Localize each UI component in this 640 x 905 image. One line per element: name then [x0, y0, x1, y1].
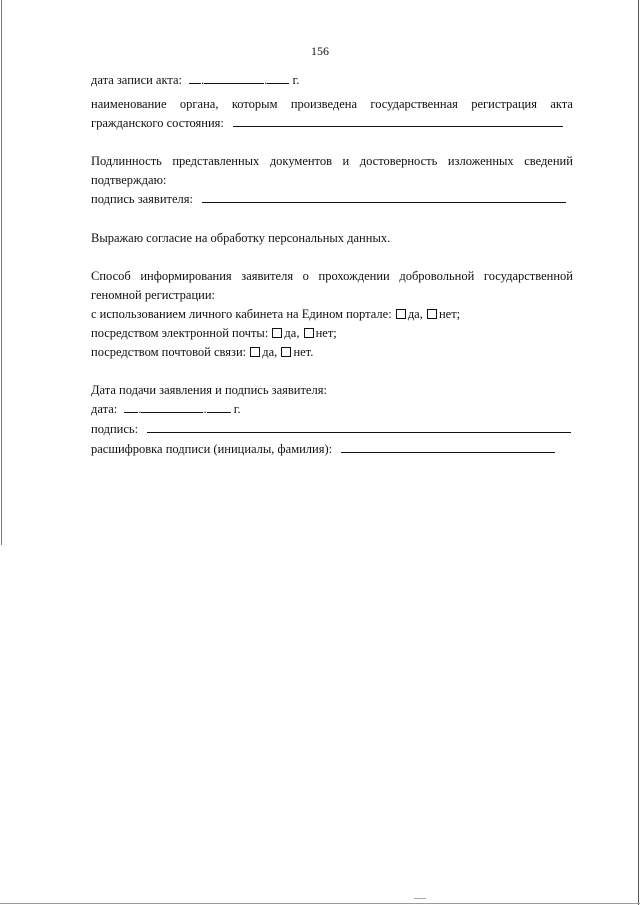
portal-no-checkbox[interactable] [427, 309, 437, 319]
page-number: 156 [311, 44, 329, 58]
submission-date-year-field[interactable] [207, 401, 231, 413]
submission-date-month-field[interactable] [141, 401, 203, 413]
organ-word: произведена [290, 97, 358, 111]
notification-line-2: геномной регистрации: [91, 288, 215, 302]
notification-word: заявителя [241, 269, 294, 283]
authenticity-word: и [342, 154, 350, 168]
notification-word: добровольной [399, 269, 475, 283]
applicant-signature-field[interactable] [202, 191, 566, 203]
act-date-line: дата записи акта: . . г. [91, 73, 300, 87]
notification-line-1 [91, 268, 573, 284]
authenticity-line-2: подтверждаю: [91, 173, 167, 187]
portal-option-line [91, 306, 460, 322]
email-option-label: посредством электронной почты: [91, 326, 269, 340]
post-no-label: нет. [293, 345, 314, 359]
authenticity-word: сведений [524, 154, 573, 168]
portal-option-label: с использованием личного кабинета на Едином портале: [91, 307, 392, 321]
signature-decoding-line [91, 441, 555, 457]
submission-date-label: дата: [91, 402, 118, 416]
page-border-left [1, 0, 2, 545]
notification-word: прохождении [318, 269, 390, 283]
applicant-signature-line [91, 191, 566, 207]
applicant-signature-label: подпись заявителя: [91, 192, 193, 206]
authenticity-line-1 [91, 153, 573, 169]
organ-name-field[interactable] [233, 115, 563, 127]
post-option-line [91, 344, 313, 360]
page-border-bottom [0, 903, 640, 904]
email-yes-label: да, [284, 326, 300, 340]
submission-date-day-field[interactable] [124, 401, 138, 413]
portal-yes-label: да, [407, 307, 423, 321]
act-date-month-field[interactable] [204, 72, 264, 84]
signature-decoding-field[interactable] [341, 441, 555, 453]
email-no-label: нет; [315, 326, 337, 340]
authenticity-word: Подлинность [91, 154, 162, 168]
act-date-year-field[interactable] [267, 72, 289, 84]
submission-signature-field[interactable] [147, 421, 571, 433]
organ-line-2 [91, 115, 563, 131]
submission-signature-label: подпись: [91, 422, 139, 436]
notification-word: информирования [140, 269, 232, 283]
organ-word: государственная [370, 97, 458, 111]
email-no-checkbox[interactable] [304, 328, 314, 338]
submission-signature-line [91, 421, 571, 437]
organ-word: органа, [179, 97, 219, 111]
organ-line-1 [91, 96, 573, 112]
submission-date-line: дата: . . г. [91, 402, 241, 416]
portal-no-label: нет; [438, 307, 461, 321]
authenticity-word: достоверность [359, 154, 438, 168]
email-yes-checkbox[interactable] [272, 328, 282, 338]
post-yes-label: да, [262, 345, 278, 359]
email-option-line [91, 325, 337, 341]
act-date-day-field[interactable] [189, 72, 201, 84]
post-yes-checkbox[interactable] [250, 347, 260, 357]
authenticity-word: документов [269, 154, 333, 168]
act-date-year-suffix: г. [292, 73, 300, 87]
signature-decoding-label: расшифровка подписи (инициалы, фамилия): [91, 442, 333, 456]
authenticity-word: представленных [172, 154, 260, 168]
submission-date-year-suffix: г. [233, 402, 241, 416]
footer-mark [414, 898, 426, 899]
organ-word: регистрация [471, 97, 537, 111]
post-no-checkbox[interactable] [281, 347, 291, 357]
post-option-label: посредством почтовой связи: [91, 345, 247, 359]
organ-word: наименование [91, 97, 167, 111]
notification-word: Способ [91, 269, 131, 283]
authenticity-word: изложенных [447, 154, 514, 168]
organ-word: акта [550, 97, 573, 111]
consent-text: Выражаю согласие на обработку персональных данных. [91, 231, 391, 245]
notification-word: государственной [483, 269, 573, 283]
page-border-right [638, 0, 639, 905]
act-date-label: дата записи акта: [91, 73, 183, 87]
notification-word: о [302, 269, 309, 283]
portal-yes-checkbox[interactable] [396, 309, 406, 319]
organ-word: которым [231, 97, 278, 111]
submission-heading: Дата подачи заявления и подпись заявителя: [91, 383, 327, 397]
organ-line2-label: гражданского состояния: [91, 116, 224, 130]
